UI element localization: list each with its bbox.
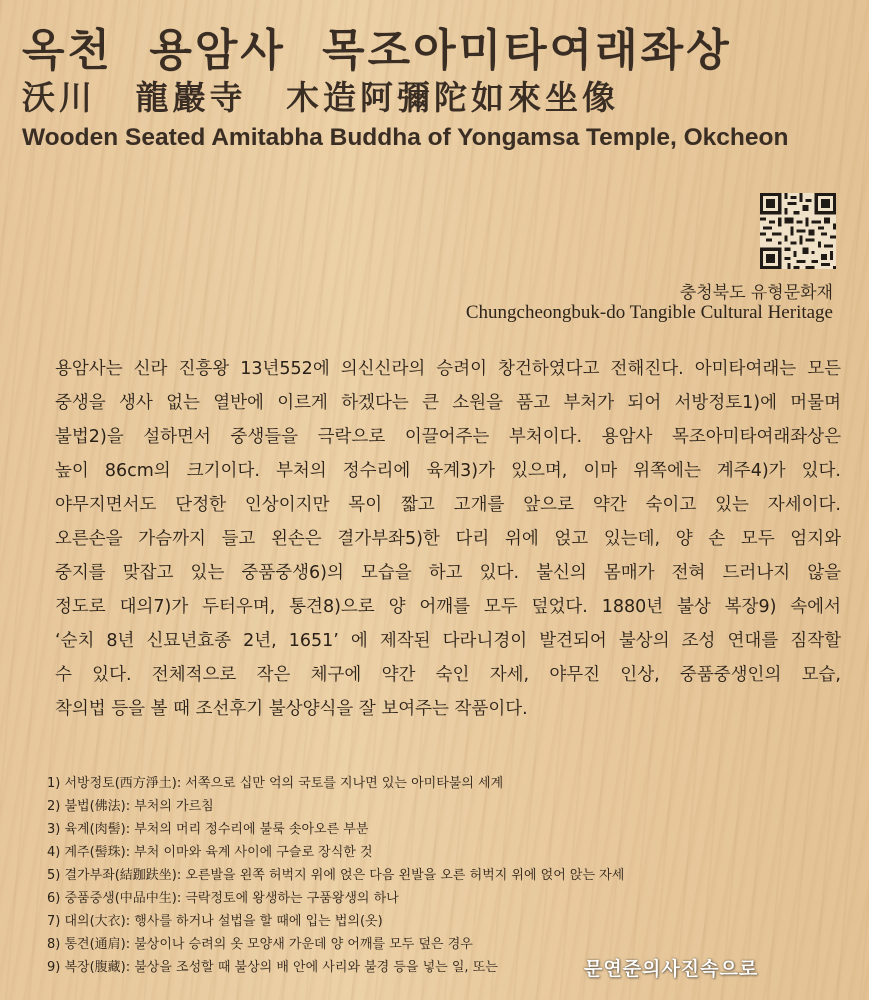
footnote: 5) 결가부좌(結跏趺坐): 오른발을 왼쪽 허벅지 위에 얹은 다음 왼발을 오른 허벅지 위에 얹어 앉는 자세 <box>47 868 625 883</box>
body-line: 중지를 맞잡고 있는 중품중생6)의 모습을 하고 있다. 불신의 몸매가 전혀 드러나지 않을 <box>55 563 841 583</box>
title-korean: 옥천 용암사 목조아미타여래좌상 <box>22 25 732 76</box>
body-line: 오른손을 가슴까지 들고 왼손은 결가부좌5)한 다리 위에 얹고 있는데, 양 손 모두 엄지와 <box>55 529 841 549</box>
footnote: 4) 계주(髻珠): 부처 이마와 육계 사이에 구슬로 장식한 것 <box>47 845 373 860</box>
designation-korean: 충청북도 유형문화재 <box>679 283 833 303</box>
footnote: 6) 중품중생(中品中生): 극락정토에 왕생하는 구품왕생의 하나 <box>47 891 399 906</box>
photo-watermark: 문연준의사진속으로 <box>584 958 759 980</box>
footnote: 3) 육계(肉髻): 부처의 머리 정수리에 불룩 솟아오른 부분 <box>47 822 369 837</box>
body-line: 용암사는 신라 진흥왕 13년552에 의신신라의 승려이 창건하였다고 전해진다. 아미타여래는 모든 <box>55 359 841 379</box>
body-line: 착의법 등을 볼 때 조선후기 불상양식을 잘 보여주는 작품이다. <box>55 699 528 719</box>
body-line: 수 있다. 전체적으로 작은 체구에 약간 숙인 자세, 야무진 인상, 중품중생인의 모습, <box>55 665 841 685</box>
body-line: 불법2)을 설하면서 중생들을 극락으로 이끌어주는 부처이다. 용암사 목조아미타여래좌상은 <box>55 427 841 447</box>
footnote: 8) 통견(通肩): 불상이나 승려의 옷 모양새 가운데 양 어깨를 모두 덮은 경우 <box>47 937 473 952</box>
body-line: ‘순치 8년 신묘년효종 2년, 1651’ 에 제작된 다라니경이 발견되어 불상의 조성 연대를 짐작할 <box>55 631 841 651</box>
title-english: Wooden Seated Amitabha Buddha of Yongamsa Temple, Okcheon <box>22 124 789 151</box>
footnote: 9) 복장(腹藏): 불상을 조성할 때 불상의 배 안에 사리와 불경 등을 넣는 일, 또는 <box>47 960 498 975</box>
qr-code[interactable] <box>760 193 836 269</box>
body-line: 정도로 대의7)가 두터우며, 통견8)으로 양 어깨를 모두 덮었다. 1880년 불상 복장9) 속에서 <box>55 597 841 617</box>
title-hanja: 沃川 龍巖寺 木造阿彌陀如來坐像 <box>22 78 619 117</box>
footnote: 7) 대의(大衣): 행사를 하거나 설법을 할 때에 입는 법의(옷) <box>47 914 383 929</box>
designation-english: Chungcheongbuk-do Tangible Cultural Heritage <box>465 302 833 323</box>
body-line: 야무지면서도 단정한 인상이지만 목이 짧고 고개를 앞으로 약간 숙이고 있는 자세이다. <box>55 495 841 515</box>
footnotes <box>47 772 837 979</box>
body-line: 높이 86cm의 크기이다. 부처의 정수리에 육계3)가 있으며, 이마 위쪽에는 계주4)가 있다. <box>55 461 841 481</box>
footnote: 1) 서방정토(西方淨土): 서쪽으로 십만 억의 국토를 지나면 있는 아미타불의 세계 <box>47 776 504 791</box>
description-body <box>55 352 841 726</box>
footnote: 2) 불법(佛法): 부처의 가르침 <box>47 799 214 814</box>
body-line: 중생을 생사 없는 열반에 이르게 하겠다는 큰 소원을 품고 부처가 되어 서방정토1)에 머물며 <box>55 393 841 413</box>
